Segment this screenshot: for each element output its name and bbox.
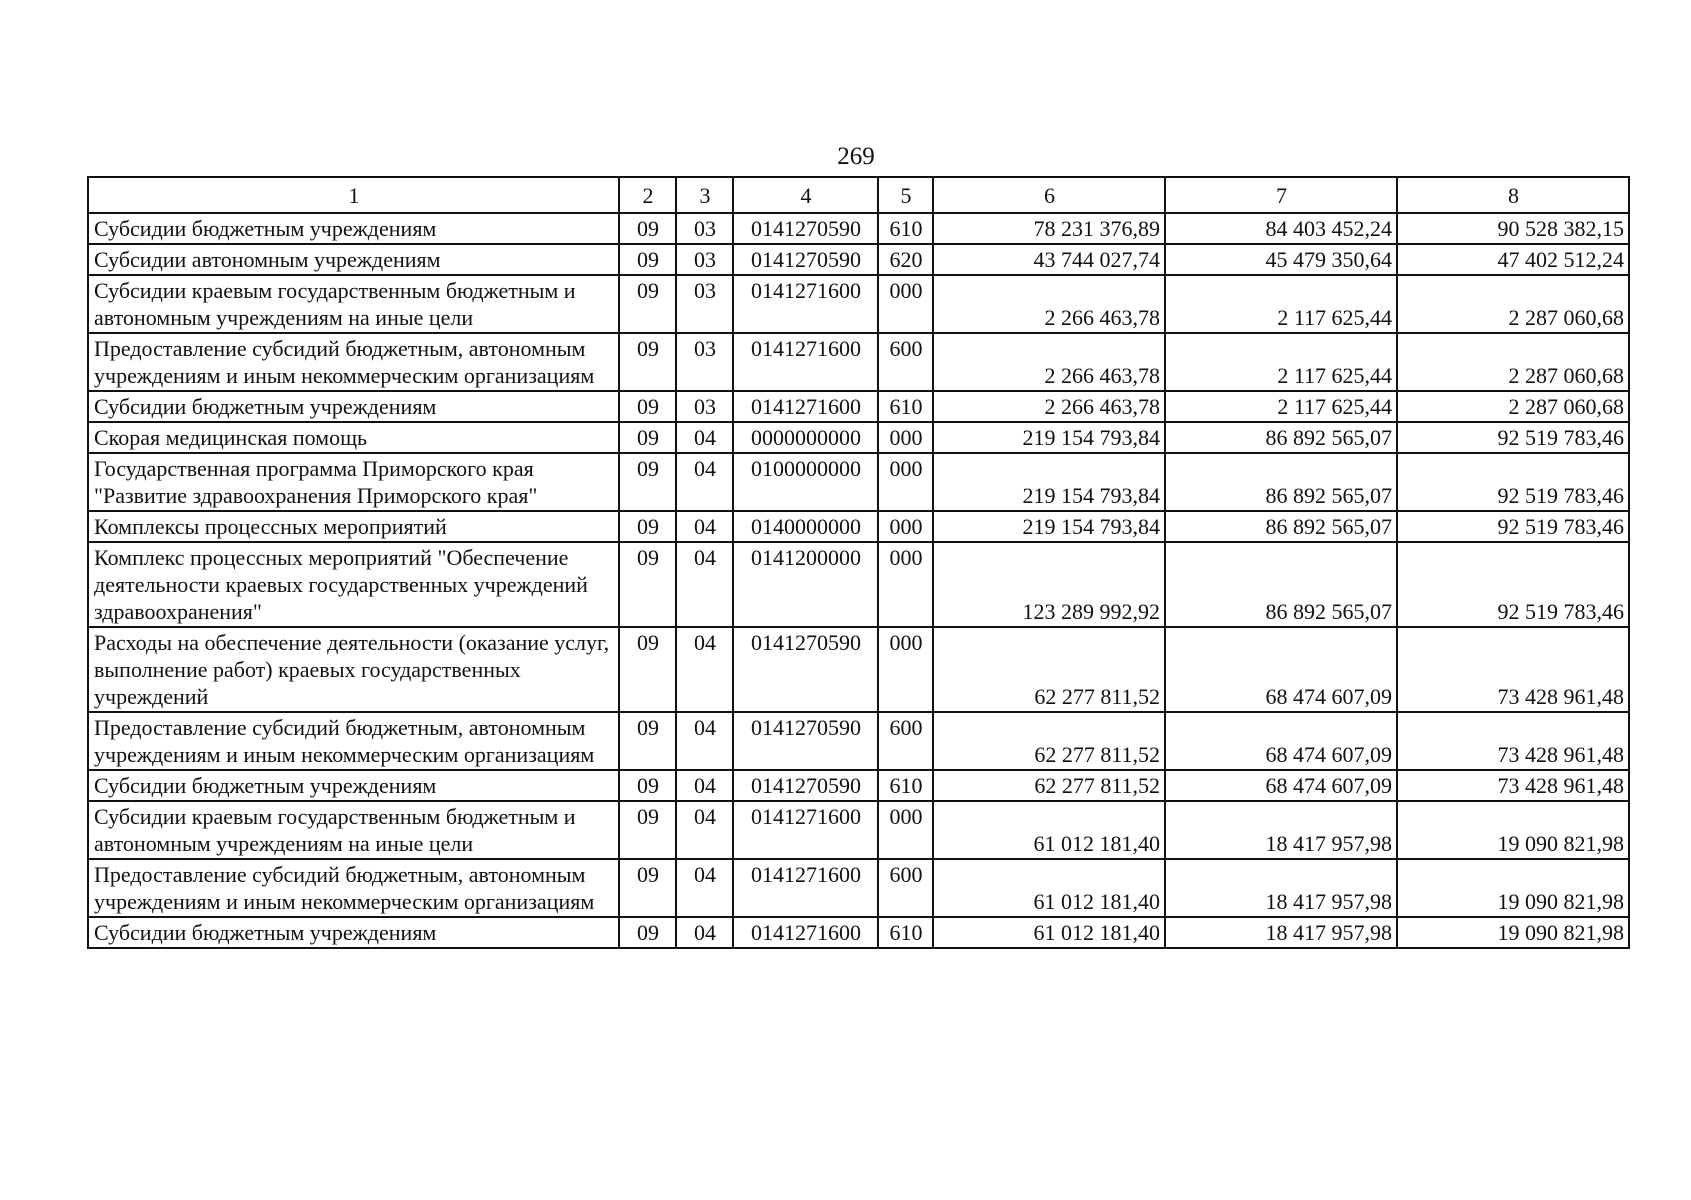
row-name-cell: Предоставление субсидий бюджетным, автономным учреждениям и иным некоммерческим организациям [88, 333, 619, 391]
row-name-cell: Государственная программа Приморского края "Развитие здравоохранения Приморского края" [88, 453, 619, 511]
expense-type-cell: 000 [878, 627, 933, 712]
amount-col8-cell: 2 287 060,68 [1397, 391, 1629, 422]
table-row [88, 453, 1629, 511]
amount-col6-cell: 43 744 027,74 [933, 244, 1165, 275]
section-code-cell: 09 [619, 453, 676, 511]
section-code-cell: 09 [619, 859, 676, 917]
amount-col6-cell: 62 277 811,52 [933, 627, 1165, 712]
table-row [88, 391, 1629, 422]
row-name-cell: Субсидии бюджетным учреждениям [88, 770, 619, 801]
row-name-cell: Комплексы процессных мероприятий [88, 511, 619, 542]
target-article-cell: 0141270590 [733, 627, 878, 712]
column-header: 7 [1165, 177, 1397, 213]
subsection-code-cell: 04 [676, 712, 733, 770]
section-code-cell: 09 [619, 275, 676, 333]
section-code-cell: 09 [619, 333, 676, 391]
table-row [88, 333, 1629, 391]
amount-col8-cell: 90 528 382,15 [1397, 213, 1629, 244]
amount-col8-cell: 92 519 783,46 [1397, 511, 1629, 542]
amount-col7-cell: 45 479 350,64 [1165, 244, 1397, 275]
target-article-cell: 0141271600 [733, 391, 878, 422]
header-row [88, 177, 1629, 213]
section-code-cell: 09 [619, 511, 676, 542]
section-code-cell: 09 [619, 391, 676, 422]
subsection-code-cell: 04 [676, 917, 733, 948]
amount-col7-cell: 2 117 625,44 [1165, 275, 1397, 333]
amount-col7-cell: 86 892 565,07 [1165, 511, 1397, 542]
row-name-cell: Субсидии краевым государственным бюджетным и автономным учреждениям на иные цели [88, 275, 619, 333]
subsection-code-cell: 04 [676, 422, 733, 453]
expense-type-cell: 610 [878, 391, 933, 422]
amount-col8-cell: 19 090 821,98 [1397, 859, 1629, 917]
amount-col8-cell: 92 519 783,46 [1397, 542, 1629, 627]
expense-type-cell: 600 [878, 333, 933, 391]
row-name-cell: Субсидии бюджетным учреждениям [88, 391, 619, 422]
amount-col6-cell: 219 154 793,84 [933, 453, 1165, 511]
table-row [88, 712, 1629, 770]
expense-type-cell: 000 [878, 422, 933, 453]
amount-col7-cell: 86 892 565,07 [1165, 422, 1397, 453]
amount-col8-cell: 19 090 821,98 [1397, 801, 1629, 859]
column-header: 2 [619, 177, 676, 213]
expense-type-cell: 600 [878, 712, 933, 770]
amount-col6-cell: 62 277 811,52 [933, 770, 1165, 801]
column-header: 8 [1397, 177, 1629, 213]
section-code-cell: 09 [619, 917, 676, 948]
row-name-cell: Комплекс процессных мероприятий "Обеспечение деятельности краевых государственных учреждений здравоохранения" [88, 542, 619, 627]
subsection-code-cell: 04 [676, 770, 733, 801]
subsection-code-cell: 03 [676, 244, 733, 275]
row-name-cell: Расходы на обеспечение деятельности (оказание услуг, выполнение работ) краевых государственных учреждений [88, 627, 619, 712]
subsection-code-cell: 04 [676, 511, 733, 542]
subsection-code-cell: 04 [676, 453, 733, 511]
amount-col8-cell: 92 519 783,46 [1397, 422, 1629, 453]
amount-col6-cell: 219 154 793,84 [933, 511, 1165, 542]
table-row [88, 542, 1629, 627]
amount-col6-cell: 61 012 181,40 [933, 801, 1165, 859]
amount-col8-cell: 2 287 060,68 [1397, 275, 1629, 333]
table-row [88, 859, 1629, 917]
column-header: 1 [88, 177, 619, 213]
section-code-cell: 09 [619, 213, 676, 244]
amount-col7-cell: 68 474 607,09 [1165, 712, 1397, 770]
target-article-cell: 0100000000 [733, 453, 878, 511]
target-article-cell: 0141271600 [733, 801, 878, 859]
row-name-cell: Предоставление субсидий бюджетным, автономным учреждениям и иным некоммерческим организациям [88, 859, 619, 917]
section-code-cell: 09 [619, 770, 676, 801]
expense-type-cell: 000 [878, 542, 933, 627]
table-row [88, 275, 1629, 333]
expense-type-cell: 610 [878, 770, 933, 801]
row-name-cell: Субсидии краевым государственным бюджетным и автономным учреждениям на иные цели [88, 801, 619, 859]
subsection-code-cell: 04 [676, 542, 733, 627]
amount-col7-cell: 84 403 452,24 [1165, 213, 1397, 244]
column-header: 4 [733, 177, 878, 213]
target-article-cell: 0141200000 [733, 542, 878, 627]
amount-col6-cell: 61 012 181,40 [933, 859, 1165, 917]
table-row [88, 627, 1629, 712]
amount-col8-cell: 2 287 060,68 [1397, 333, 1629, 391]
row-name-cell: Субсидии бюджетным учреждениям [88, 213, 619, 244]
target-article-cell: 0140000000 [733, 511, 878, 542]
amount-col6-cell: 2 266 463,78 [933, 333, 1165, 391]
expense-type-cell: 000 [878, 801, 933, 859]
amount-col8-cell: 73 428 961,48 [1397, 712, 1629, 770]
amount-col8-cell: 92 519 783,46 [1397, 453, 1629, 511]
table-row [88, 244, 1629, 275]
target-article-cell: 0000000000 [733, 422, 878, 453]
target-article-cell: 0141271600 [733, 917, 878, 948]
section-code-cell: 09 [619, 542, 676, 627]
subsection-code-cell: 03 [676, 333, 733, 391]
subsection-code-cell: 03 [676, 391, 733, 422]
column-header: 6 [933, 177, 1165, 213]
amount-col6-cell: 61 012 181,40 [933, 917, 1165, 948]
amount-col7-cell: 2 117 625,44 [1165, 333, 1397, 391]
row-name-cell: Предоставление субсидий бюджетным, автономным учреждениям и иным некоммерческим организациям [88, 712, 619, 770]
section-code-cell: 09 [619, 422, 676, 453]
subsection-code-cell: 04 [676, 801, 733, 859]
page-number: 269 [837, 143, 875, 170]
amount-col7-cell: 86 892 565,07 [1165, 453, 1397, 511]
amount-col8-cell: 19 090 821,98 [1397, 917, 1629, 948]
section-code-cell: 09 [619, 712, 676, 770]
target-article-cell: 0141270590 [733, 712, 878, 770]
row-name-cell: Субсидии бюджетным учреждениям [88, 917, 619, 948]
target-article-cell: 0141271600 [733, 275, 878, 333]
amount-col7-cell: 18 417 957,98 [1165, 801, 1397, 859]
column-header: 3 [676, 177, 733, 213]
expense-type-cell: 600 [878, 859, 933, 917]
expense-type-cell: 000 [878, 511, 933, 542]
amount-col7-cell: 86 892 565,07 [1165, 542, 1397, 627]
amount-col6-cell: 123 289 992,92 [933, 542, 1165, 627]
table-row [88, 917, 1629, 948]
amount-col7-cell: 18 417 957,98 [1165, 917, 1397, 948]
target-article-cell: 0141270590 [733, 770, 878, 801]
expense-type-cell: 000 [878, 453, 933, 511]
table-row [88, 422, 1629, 453]
section-code-cell: 09 [619, 801, 676, 859]
section-code-cell: 09 [619, 627, 676, 712]
row-name-cell: Субсидии автономным учреждениям [88, 244, 619, 275]
target-article-cell: 0141271600 [733, 859, 878, 917]
amount-col7-cell: 18 417 957,98 [1165, 859, 1397, 917]
amount-col8-cell: 47 402 512,24 [1397, 244, 1629, 275]
subsection-code-cell: 03 [676, 275, 733, 333]
row-name-cell: Скорая медицинская помощь [88, 422, 619, 453]
subsection-code-cell: 04 [676, 859, 733, 917]
column-header: 5 [878, 177, 933, 213]
amount-col8-cell: 73 428 961,48 [1397, 770, 1629, 801]
target-article-cell: 0141270590 [733, 213, 878, 244]
amount-col7-cell: 68 474 607,09 [1165, 770, 1397, 801]
amount-col6-cell: 78 231 376,89 [933, 213, 1165, 244]
amount-col6-cell: 62 277 811,52 [933, 712, 1165, 770]
amount-col8-cell: 73 428 961,48 [1397, 627, 1629, 712]
target-article-cell: 0141271600 [733, 333, 878, 391]
amount-col7-cell: 68 474 607,09 [1165, 627, 1397, 712]
table-body [88, 213, 1629, 948]
expense-type-cell: 000 [878, 275, 933, 333]
table-row [88, 770, 1629, 801]
amount-col6-cell: 219 154 793,84 [933, 422, 1165, 453]
amount-col6-cell: 2 266 463,78 [933, 391, 1165, 422]
expense-type-cell: 610 [878, 917, 933, 948]
subsection-code-cell: 04 [676, 627, 733, 712]
section-code-cell: 09 [619, 244, 676, 275]
table-row [88, 801, 1629, 859]
expense-type-cell: 620 [878, 244, 933, 275]
expense-type-cell: 610 [878, 213, 933, 244]
budget-table [87, 176, 1630, 949]
target-article-cell: 0141270590 [733, 244, 878, 275]
amount-col6-cell: 2 266 463,78 [933, 275, 1165, 333]
table-row [88, 511, 1629, 542]
amount-col7-cell: 2 117 625,44 [1165, 391, 1397, 422]
table-row [88, 213, 1629, 244]
subsection-code-cell: 03 [676, 213, 733, 244]
